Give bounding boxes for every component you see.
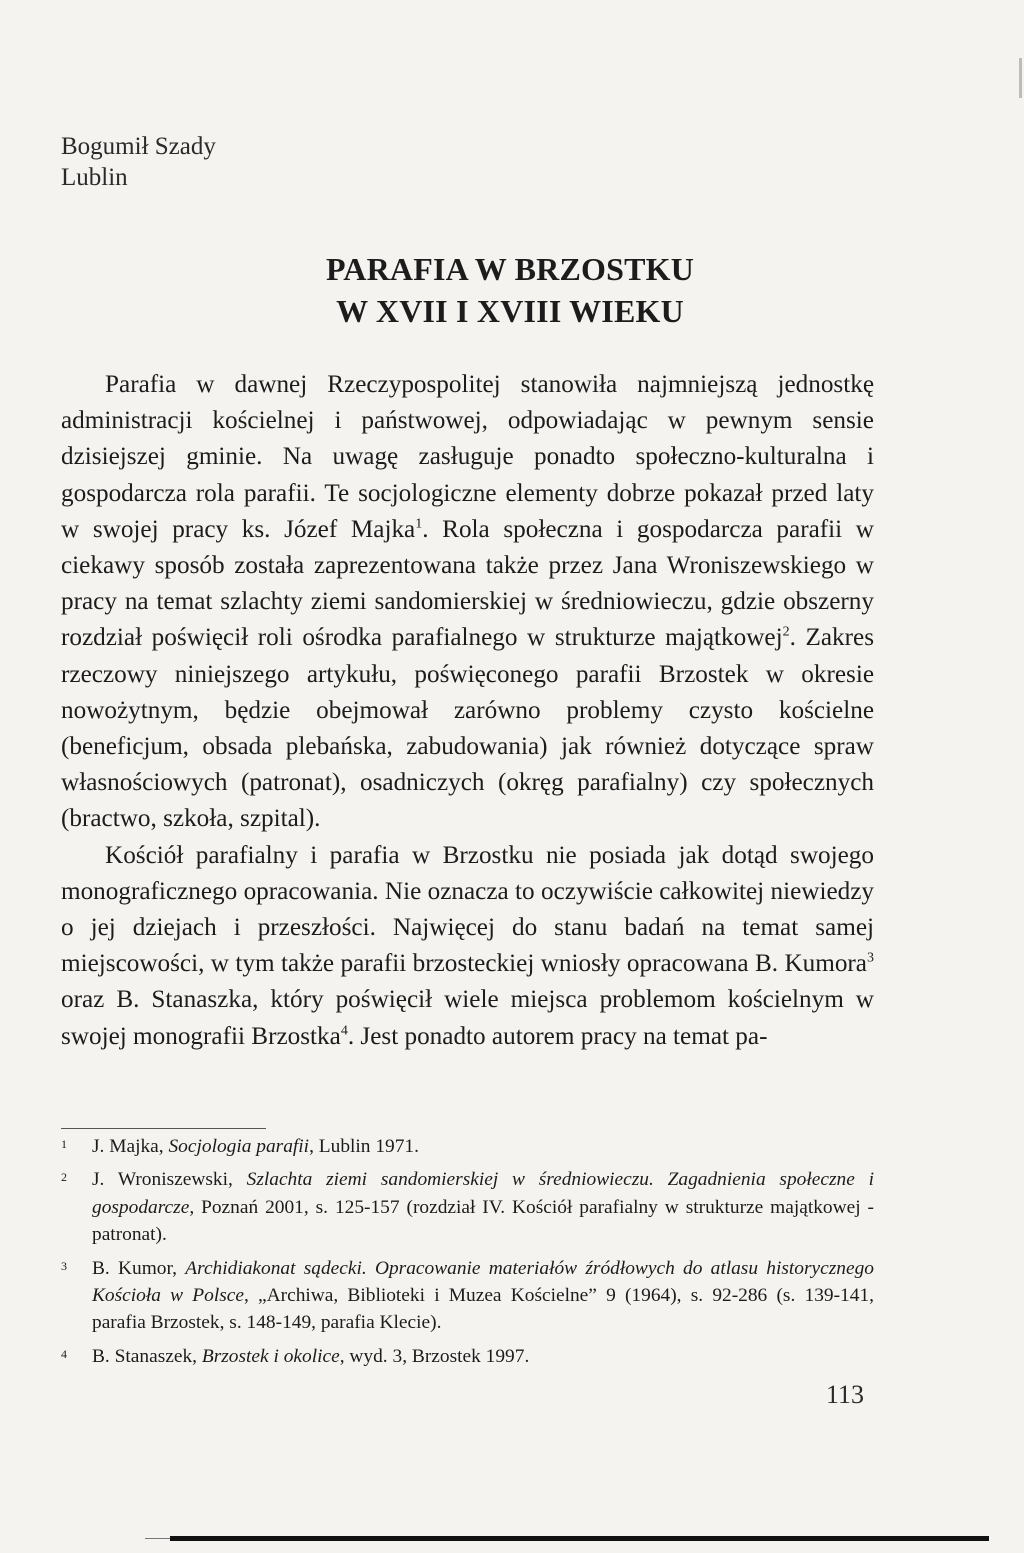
footnote-title: Socjologia parafii xyxy=(168,1136,310,1157)
article-title xyxy=(0,248,1024,332)
footnotes xyxy=(61,1133,874,1376)
footnote-ref-4[interactable]: 4 xyxy=(340,1023,348,1039)
footnote-title: Brzostek i okolice xyxy=(201,1345,340,1367)
author-block xyxy=(61,131,216,193)
scan-bottom-bar xyxy=(170,1536,989,1541)
author-name: Bogumił Szady xyxy=(61,133,216,160)
page-number: 113 xyxy=(826,1380,865,1409)
paragraph-2-text-c: . Jest ponadto autorem pracy na temat pa- xyxy=(347,1022,768,1050)
footnote-text: J. Wroniszewski, xyxy=(92,1169,247,1191)
footnote xyxy=(61,1166,874,1248)
footnote-ref-3[interactable]: 3 xyxy=(867,950,874,966)
paragraph-2 xyxy=(61,838,874,1055)
footnote-text: B. Kumor, xyxy=(92,1257,186,1279)
paragraph-1-text-c: . Zakres rzeczowy niniejszego artykułu, poświęconego parafii Brzostek w okresie nowożytnym, będzie obejmował zarówno problemy czysto kościelne (beneficjum, obsada plebańska, zabudowania) jak również dotyczące spraw własnościowych (patronat), osadniczych (okręg parafialny) czy społecznych (bractwo, szkoła, szpital). xyxy=(61,624,875,833)
footnote-text: B. Stanaszek, xyxy=(92,1345,202,1367)
footnote-ref-2[interactable]: 2 xyxy=(782,625,790,641)
footnote-text: J. Majka, xyxy=(92,1136,169,1157)
footnote-number: 1 xyxy=(61,1137,67,1151)
footnote-number: 4 xyxy=(61,1346,67,1361)
title-line-1: PARAFIA W BRZOSTKU xyxy=(325,251,695,287)
footnote-number: 2 xyxy=(61,1170,67,1185)
scan-bottom-line xyxy=(145,1538,170,1539)
footnote-divider xyxy=(61,1128,266,1129)
footnote-text: , wyd. 3, Brzostek 1997. xyxy=(339,1345,530,1367)
title-line-2: W XVII I XVIII WIEKU xyxy=(336,293,684,329)
footnote-text: , Lublin 1971. xyxy=(309,1136,419,1157)
footnote-number: 3 xyxy=(61,1258,67,1273)
footnote-title: Archidiakonat sądecki. Opracowanie materiałów źródłowych do atlasu historycznego Kościoła w Polsce xyxy=(92,1257,875,1307)
paragraph-2-text-a: Kościół parafialny i parafia w Brzostku nie posiada jak dotąd swojego monograficznego opracowania. Nie oznacza to oczywiście całkowitej niewiedzy o jej dziejach i przeszłości. Najwięcej do stanu badań na temat samej miejscowości, w tym także parafii brzosteckiej wniosły opracowana B. Kumora xyxy=(61,841,874,978)
paragraph-1-text-a: Parafia w dawnej Rzeczypospolitej stanowiła najmniejszą jednostkę administracji kościelnej i państwowej, odpowiadając w pewnym sensie dzisiejszej gminie. Na uwagę zasługuje ponadto społeczno-kulturalna i gospodarcza rola parafii. Te socjologiczne elementy dobrze pokazał przed laty w swojej pracy ks. Józef Majka xyxy=(61,371,874,543)
paragraph-1-text-b: . Rola społeczna i gospodarcza parafii w ciekawy sposób została zaprezentowana także przez Jana Wroniszewskiego w pracy na temat szlachty ziemi sandomierskiej w średniowieczu, gdzie obszerny rozdział poświęcił roli ośrodka parafialnego w strukturze majątkowej xyxy=(61,515,874,652)
scan-edge-mark xyxy=(1019,58,1022,98)
author-place: Lublin xyxy=(61,164,128,191)
footnote-text: , Poznań 2001, s. 125-157 (rozdział IV. Kościół parafialny w strukturze majątkowej - patronat). xyxy=(92,1196,874,1246)
footnote xyxy=(61,1343,874,1370)
footnote-title: Szlachta ziemi sandomierskiej w średniowieczu. Zagadnienia społeczne i gospodarcze xyxy=(92,1169,874,1218)
paragraph-1 xyxy=(61,367,874,838)
footnote-ref-1[interactable]: 1 xyxy=(415,516,423,532)
article-body xyxy=(61,367,874,1055)
paragraph-2-text-b: oraz B. Stanaszka, który poświęcił wiele miejsca problemom kościelnym w swojej monografii Brzostka xyxy=(61,986,874,1050)
footnote xyxy=(61,1133,874,1160)
footnote xyxy=(61,1255,874,1337)
footnote-text: , „Archiwa, Biblioteki i Muzea Kościelne” 9 (1964), s. 92-286 (s. 139-141, parafia Brzostek, s. 148-149, parafia Klecie). xyxy=(92,1285,874,1334)
